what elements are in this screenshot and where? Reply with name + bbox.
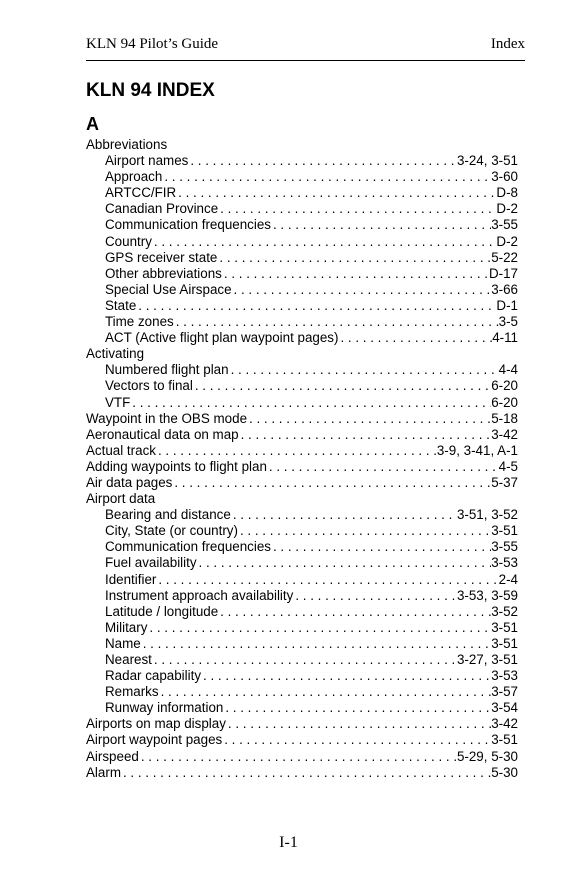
entry-label: Runway information: [105, 700, 224, 716]
dot-leader: [130, 395, 491, 411]
page-reference: 3-55: [491, 217, 518, 233]
dot-leader: [217, 250, 491, 266]
page-reference: 3-9, 3-41, A-1: [436, 442, 518, 458]
index-entry: [86, 716, 518, 732]
page-reference: 6-20: [491, 394, 518, 410]
page-reference: D-2: [496, 201, 518, 217]
page-reference: 3-55: [491, 539, 518, 555]
entry-label: Instrument approach availability: [105, 587, 294, 603]
page-reference: 3-42: [491, 716, 518, 732]
index-subentry: [86, 636, 518, 652]
index-subentry: [86, 555, 518, 571]
dot-leader: [193, 378, 491, 394]
entry-label: Special Use Airspace: [105, 281, 232, 297]
index-subentry: [86, 153, 518, 169]
index-subentry: [86, 362, 518, 378]
entry-label: Other abbreviations: [105, 265, 222, 281]
page-reference: 5-37: [491, 474, 518, 490]
dot-leader: [121, 765, 491, 781]
entry-label: Communication frequencies: [105, 539, 271, 555]
entry-label: Country: [105, 233, 152, 249]
dot-leader: [141, 636, 491, 652]
running-header: [86, 34, 525, 61]
index-entry: [86, 459, 518, 475]
page-reference: 3-42: [491, 426, 518, 442]
page-reference: 3-66: [491, 281, 518, 297]
page-reference: D-1: [496, 297, 518, 313]
index-entry: [86, 137, 518, 153]
header-section-name: Index: [490, 36, 525, 52]
entry-label: Approach: [105, 169, 163, 185]
page-reference: 3-53: [491, 668, 518, 684]
page-reference: 3-53: [491, 555, 518, 571]
entry-label: Military: [105, 619, 148, 635]
entry-label: Airspeed: [86, 748, 139, 764]
page-reference: 3-54: [491, 700, 518, 716]
page-reference: 3-52: [491, 603, 518, 619]
page-reference: 3-51: [491, 619, 518, 635]
entry-label: ACT (Active flight plan waypoint pages): [105, 330, 339, 346]
entry-label: Nearest: [105, 652, 152, 667]
dot-leader: [162, 169, 491, 185]
dot-leader: [271, 217, 491, 233]
entry-label: Communication frequencies: [105, 217, 271, 233]
page-title: KLN 94 INDEX: [86, 80, 215, 101]
page-reference: D-17: [488, 265, 518, 281]
index-subentry: [86, 378, 518, 394]
page-reference: 5-22: [491, 249, 518, 265]
index-subentry: [86, 282, 518, 298]
entry-label: Radar capability: [105, 668, 202, 684]
dot-leader: [267, 459, 499, 475]
page-reference: D-2: [496, 233, 518, 249]
page-reference: 3-27, 3-51: [456, 652, 518, 667]
page-number: I-1: [279, 834, 298, 851]
page-reference: 3-51: [491, 732, 518, 748]
page-reference: 3-51: [491, 635, 518, 651]
index-subentry: [86, 668, 518, 684]
page-reference: 6-20: [491, 378, 518, 394]
page-reference: D-8: [496, 185, 518, 201]
index-subentry: [86, 620, 518, 636]
dot-leader: [239, 427, 492, 443]
index-subentry: [86, 539, 518, 555]
entry-label: Aeronautical data on map: [86, 426, 239, 442]
dot-leader: [247, 411, 491, 427]
entry-label: Actual track: [86, 442, 156, 458]
dot-leader: [136, 298, 496, 314]
dot-leader: [152, 652, 457, 668]
entry-label: ARTCC/FIR: [105, 185, 177, 201]
index-entry: [86, 475, 518, 491]
index-entry: [86, 491, 518, 507]
dot-leader: [188, 153, 457, 169]
entry-label: Canadian Province: [105, 201, 219, 217]
entry-label: Latitude / longitude: [105, 603, 219, 619]
index-entry: [86, 411, 518, 427]
entry-label: GPS receiver state: [105, 249, 218, 265]
entry-label: City, State (or country): [105, 523, 238, 539]
dot-leader: [156, 572, 498, 588]
dot-leader: [197, 555, 492, 571]
dot-leader: [231, 507, 457, 523]
index-subentry: [86, 330, 518, 346]
page-reference: 4-11: [492, 330, 518, 346]
dot-leader: [271, 539, 491, 555]
entry-label: Airport names: [105, 153, 189, 169]
index-entry: [86, 346, 518, 362]
dot-leader: [174, 314, 499, 330]
index-subentry: [86, 314, 518, 330]
entry-label: Alarm: [86, 764, 121, 780]
page-reference: 3-51, 3-52: [456, 507, 518, 523]
index-subentry: [86, 234, 518, 250]
dot-leader: [172, 475, 491, 491]
page-reference: 3-51: [491, 523, 518, 539]
entry-label: Activating: [86, 346, 145, 362]
index-subentry: [86, 298, 518, 314]
entry-label: Identifier: [105, 571, 157, 587]
dot-leader: [226, 716, 491, 732]
dot-leader: [176, 185, 496, 201]
dot-leader: [218, 201, 496, 217]
page-reference: 3-5: [498, 314, 518, 330]
dot-leader: [147, 620, 491, 636]
entry-label: Name: [105, 635, 141, 651]
entry-label: Waypoint in the OBS mode: [86, 410, 248, 426]
dot-leader: [293, 588, 457, 604]
index-subentry: [86, 652, 518, 668]
dot-leader: [232, 282, 492, 298]
entry-label: Air data pages: [86, 474, 173, 490]
page-reference: 3-57: [491, 684, 518, 700]
index-subentry: [86, 684, 518, 700]
entry-label: Abbreviations: [86, 137, 168, 152]
index-subentry: [86, 507, 518, 523]
index-entry: [86, 443, 518, 459]
index-entry: [86, 765, 518, 781]
entry-label: Vectors to final: [105, 378, 193, 394]
dot-leader: [156, 443, 437, 459]
dot-leader: [229, 362, 499, 378]
index-subentry: [86, 217, 518, 233]
entry-label: Airports on map display: [86, 716, 226, 732]
dot-leader: [222, 266, 489, 282]
index-subentry: [86, 604, 518, 620]
page-reference: 5-30: [491, 764, 518, 780]
index-subentry: [86, 201, 518, 217]
header-book-title: KLN 94 Pilot’s Guide: [86, 36, 219, 52]
page-reference: 4-4: [498, 362, 518, 378]
entry-label: VTF: [105, 394, 131, 410]
entry-label: Airport data: [86, 491, 156, 507]
index-subentry: [86, 250, 518, 266]
entry-label: Fuel availability: [105, 555, 197, 571]
index-subentry: [86, 572, 518, 588]
page-reference: 5-29, 5-30: [456, 748, 518, 764]
entry-label: Bearing and distance: [105, 507, 231, 523]
page-reference: 3-24, 3-51: [456, 153, 518, 169]
dot-leader: [218, 604, 491, 620]
dot-leader: [222, 732, 491, 748]
page-reference: 3-60: [491, 169, 518, 185]
dot-leader: [238, 523, 491, 539]
index-entry: [86, 749, 518, 765]
index-entry: [86, 732, 518, 748]
page-reference: 5-18: [491, 410, 518, 426]
index-entries: [86, 137, 518, 781]
page-reference: 4-5: [498, 458, 518, 474]
index-subentry: [86, 588, 518, 604]
index-subentry: [86, 523, 518, 539]
dot-leader: [152, 234, 497, 250]
entry-label: State: [105, 297, 137, 313]
page-reference: 2-4: [498, 571, 518, 587]
index-subentry: [86, 169, 518, 185]
dot-leader: [159, 684, 492, 700]
dot-leader: [201, 668, 491, 684]
entry-label: Numbered flight plan: [105, 362, 229, 378]
dot-leader: [139, 749, 457, 765]
index-subentry: [86, 700, 518, 716]
index-subentry: [86, 395, 518, 411]
dot-leader: [338, 330, 492, 346]
index-entry: [86, 427, 518, 443]
entry-label: Remarks: [105, 684, 159, 700]
dot-leader: [223, 700, 491, 716]
section-letter: A: [86, 114, 99, 134]
index-subentry: [86, 266, 518, 282]
entry-label: Adding waypoints to flight plan: [86, 458, 267, 474]
entry-label: Time zones: [105, 314, 174, 330]
index-subentry: [86, 185, 518, 201]
page-reference: 3-53, 3-59: [456, 587, 518, 603]
entry-label: Airport waypoint pages: [86, 732, 223, 748]
